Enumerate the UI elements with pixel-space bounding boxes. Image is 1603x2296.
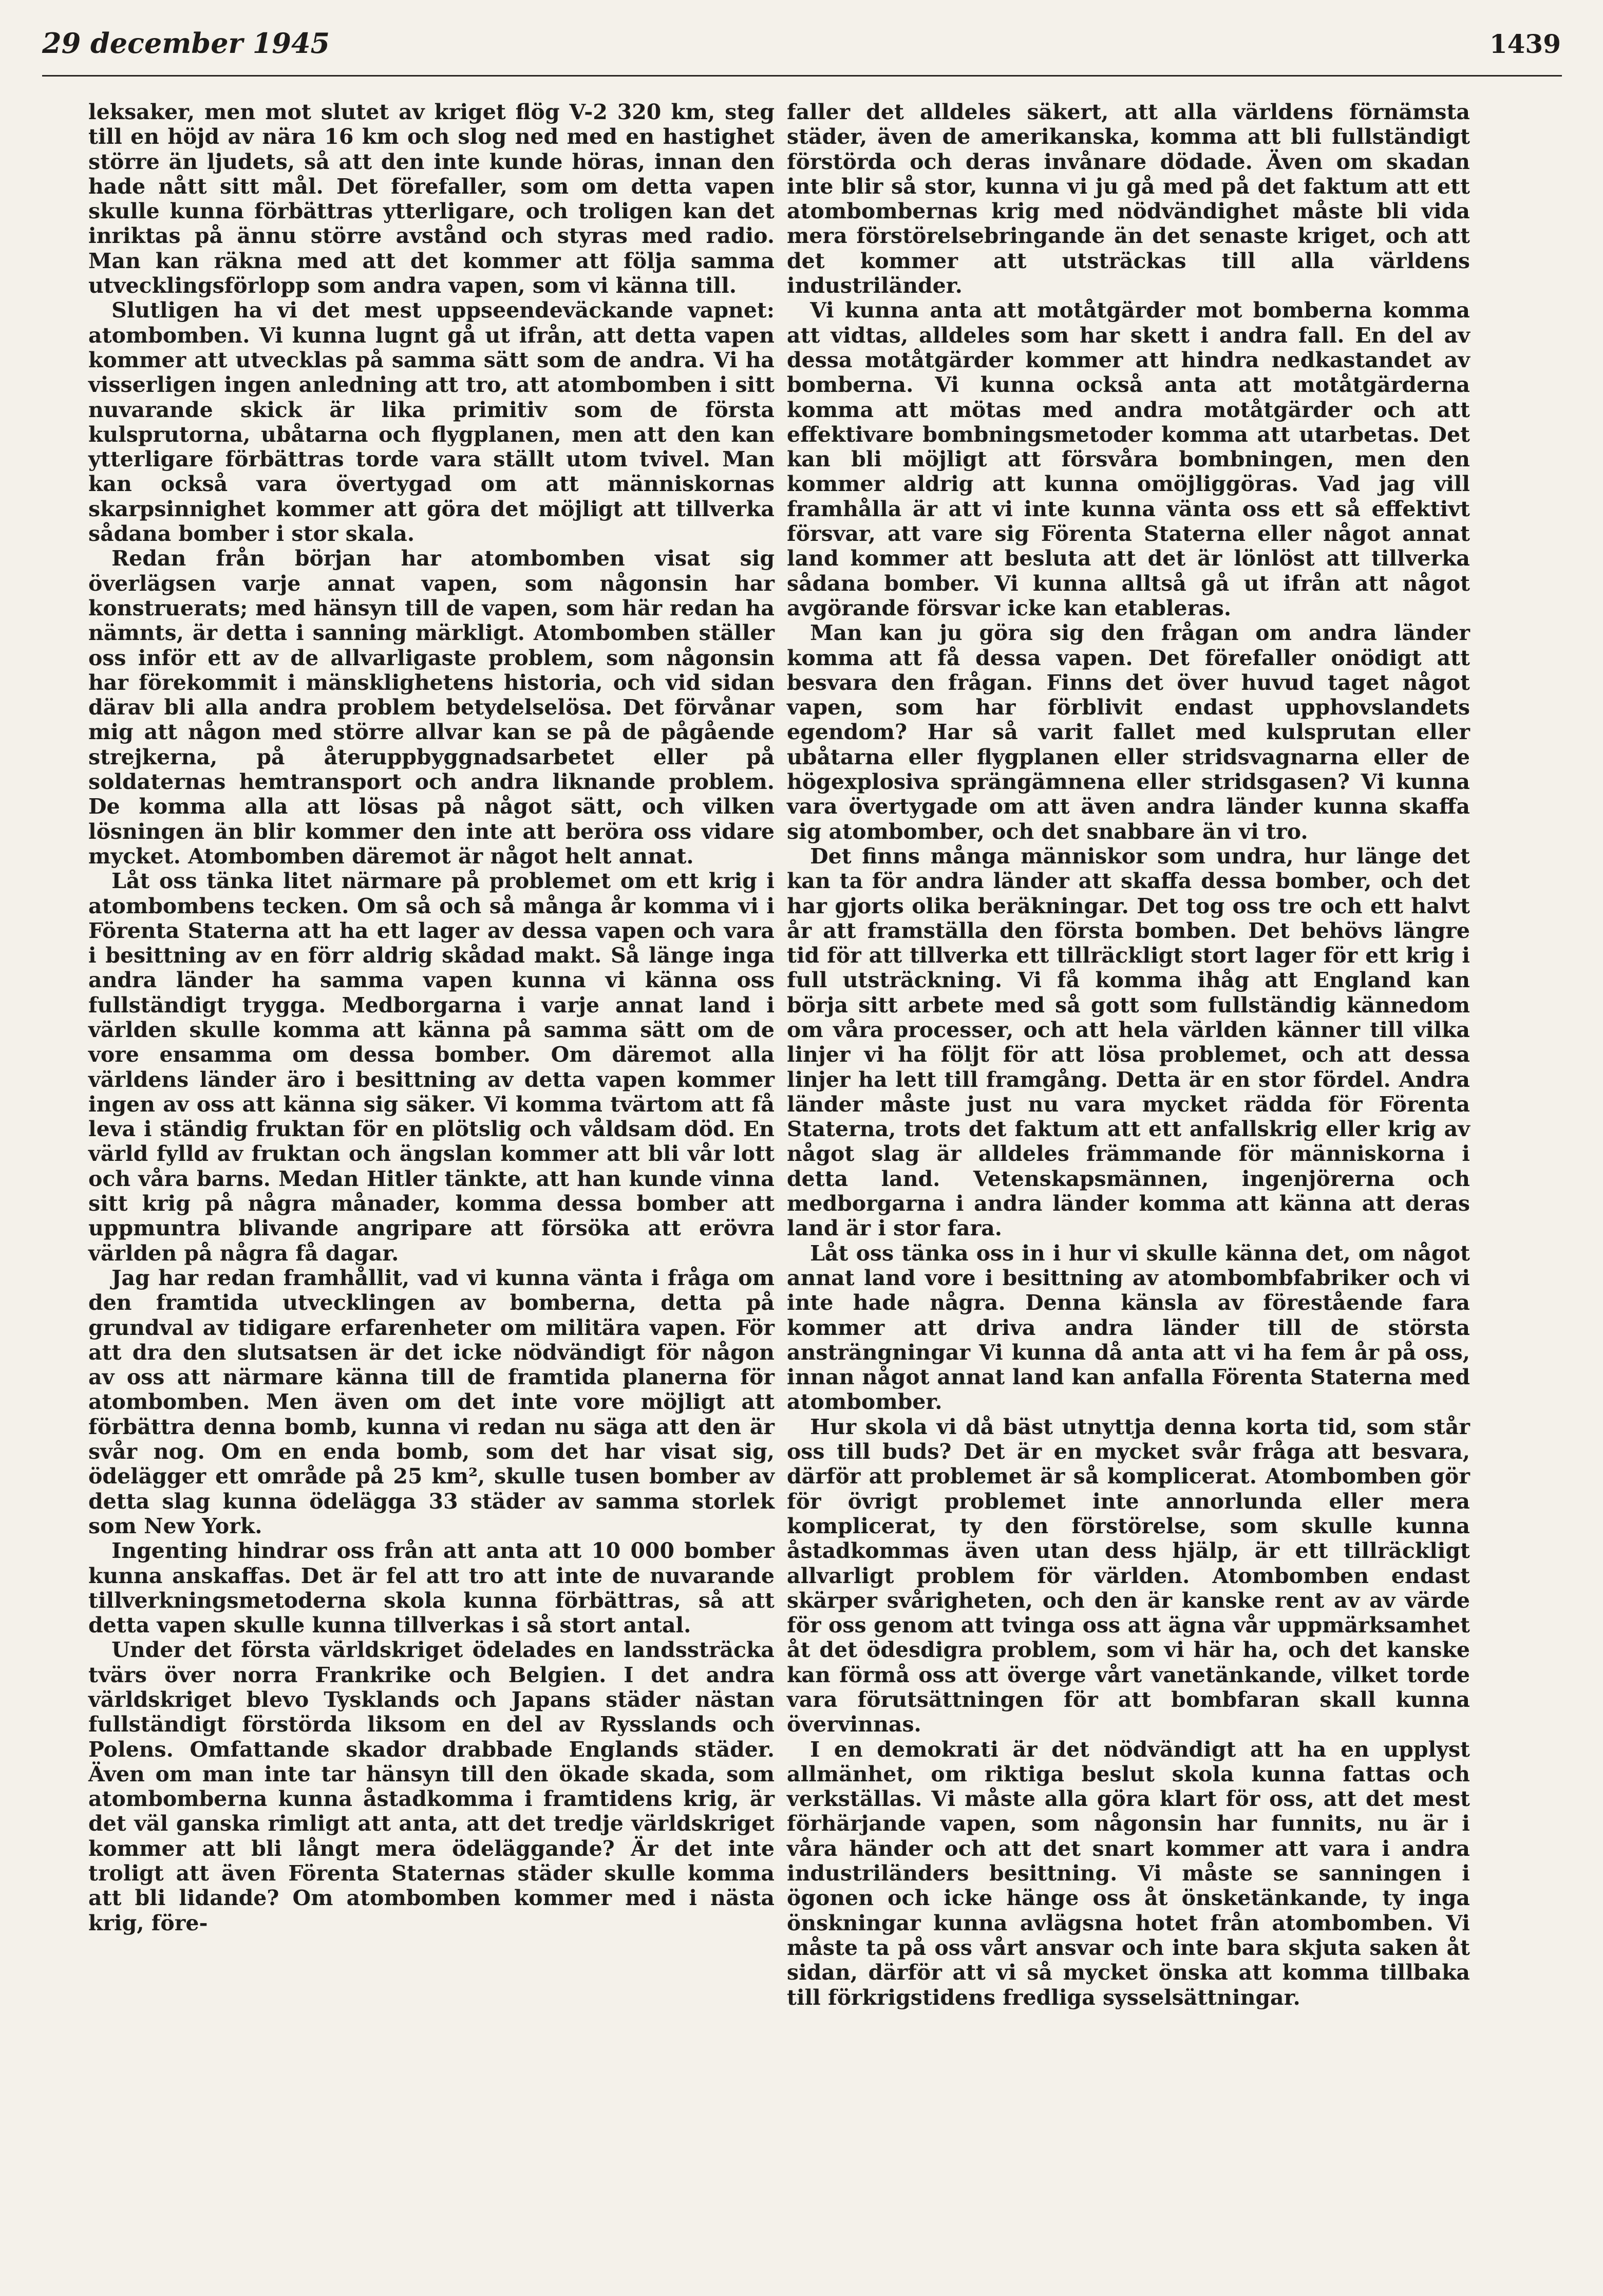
left-column [88,100,775,1935]
right-column [787,100,1470,2010]
header-rule [42,75,1562,77]
paragraph: Ingenting hindrar oss från att anta att 10 000 bomber kunna anskaffas. Det är fel att tro att inte de nuvarande tillverkningsmetoderna skola kunna förbättras, så att detta vapen skulle kunna tillverkas i så stort antal. [88,1538,775,1638]
paragraph: Jag har redan framhållit, vad vi kunna vänta i fråga om den framtida utvecklingen av bomberna, detta på grundval av tidigare erfarenheter om militära vapen. För att dra den slutsatsen är det icke nödvändigt för någon av oss att närmare känna till de framtida planerna för atombomben. Men även om det inte vore möjligt att förbättra denna bomb, kunna vi redan nu säga att den är svår nog. Om en enda bomb, som det har visat sig, ödelägger ett område på 25 km², skulle tusen bomber av detta slag kunna ödelägga 33 städer av samma storlek som New York. [88,1265,775,1538]
paragraph: Låt oss tänka litet närmare på problemet om ett krig i atombombens tecken. Om så och så många år komma vi i Förenta Staterna att ha ett lager av dessa vapen och vara i besittning av en förr aldrig skådad makt. Så länge inga andra länder ha samma vapen kunna vi känna oss fullständigt trygga. Medborgarna i varje annat land i världen skulle komma att känna på samma sätt om de vore ensamma om dessa bomber. Om däremot alla världens länder äro i besittning av detta vapen kommer ingen av oss att känna sig säker. Vi komma tvärtom att få leva i ständig fruktan för en plötslig och våldsam död. En värld fylld av fruktan och ängslan kommer att bli vår lott och våra barns. Medan Hitler tänkte, att han kunde vinna sitt krig på några månader, komma dessa bomber att uppmuntra blivande angripare att försöka att erövra världen på några få dagar. [88,869,775,1266]
paragraph: leksaker, men mot slutet av kriget flög V-2 320 km, steg till en höjd av nära 16 km och slog ned med en hastighet större än ljudets, så att den inte kunde höras, innan den hade nått sitt mål. Det förefaller, som om detta vapen skulle kunna förbättras ytterligare, och troligen kan det inriktas på ännu större avstånd och styras med radio. Man kan räkna med att det kommer att följa samma utvecklingsförlopp som andra vapen, som vi känna till. [88,100,775,298]
paragraph: Hur skola vi då bäst utnyttja denna korta tid, som står oss till buds? Det är en mycket svår fråga att besvara, därför att problemet är så komplicerat. Atombomben gör för övrigt problemet inte annorlunda eller mera komplicerat, ty den förstörelse, som skulle kunna åstadkommas även utan dess hjälp, är ett tillräckligt allvarligt problem för världen. Atombomben endast skärper svårigheten, och den är kanske rent av av värde för oss genom att tvinga oss att ägna vår uppmärksamhet åt det ödesdigra problem, som vi här ha, och det kanske kan förmå oss att överge vårt vanetänkande, vilket torde vara förutsättningen för att bombfaran skall kunna övervinnas. [787,1414,1470,1737]
paragraph: faller det alldeles säkert, att alla världens förnämsta städer, även de amerikanska, komma att bli fullständigt förstörda och deras invånare dödade. Även om skadan inte blir så stor, kunna vi ju gå med på det faktum att ett atombombernas krig med nödvändighet måste bli vida mera förstörelsebringande än det senaste kriget, och att det kommer att utsträckas till alla världens industriländer. [787,100,1470,298]
page-header [0,0,1603,82]
paragraph: Redan från början har atombomben visat sig överlägsen varje annat vapen, som någonsin har konstruerats; med hänsyn till de vapen, som här redan ha nämnts, är detta i sanning märkligt. Atombomben ställer oss inför ett av de allvarligaste problem, som någonsin har förekommit i mänsklighetens historia, och vid sidan därav bli alla andra problem betydelselösa. Det förvånar mig att någon med större allvar kan se på de pågående strejkerna, på återuppbyggnadsarbetet eller på soldaternas hemtransport och andra liknande problem. De komma alla att lösas på något sätt, och vilken lösningen än blir kommer den inte att beröra oss vidare mycket. Atombomben däremot är något helt annat. [88,546,775,869]
paragraph: Vi kunna anta att motåtgärder mot bomberna komma att vidtas, alldeles som har skett i andra fall. En del av dessa motåtgärder kommer att hindra nedkastandet av bomberna. Vi kunna också anta att motåtgärderna komma att mötas med andra motåtgärder och att effektivare bombningsmetoder komma att utarbetas. Det kan bli möjligt att försvåra bombningen, men den kommer aldrig att kunna omöjliggöras. Vad jag vill framhålla är att vi inte kunna vänta oss ett så effektivt försvar, att vare sig Förenta Staterna eller något annat land kommer att besluta att det är lönlöst att tillverka sådana bomber. Vi kunna alltså gå ut ifrån att något avgörande försvar icke kan etableras. [787,298,1470,620]
paragraph: Man kan ju göra sig den frågan om andra länder komma att få dessa vapen. Det förefaller onödigt att besvara den frågan. Finns det över huvud taget något vapen, som har förblivit endast upphovslandets egendom? Har så varit fallet med kulsprutan eller ubåtarna eller flygplanen eller stridsvagnarna eller de högexplosiva sprängämnena eller stridsgasen? Vi kunna vara övertygade om att även andra länder kunna skaffa sig atombomber, och det snabbare än vi tro. [787,620,1470,844]
paragraph: Det finns många människor som undra, hur länge det kan ta för andra länder att skaffa dessa bomber, och det har gjorts olika beräkningar. Det tog oss tre och ett halvt år att framställa den första bomben. Det behövs längre tid för att tillverka ett tillräckligt stort lager för ett krig i full utsträckning. Vi få komma ihåg att England kan börja sitt arbete med så gott som fullständig kännedom om våra processer, och att hela världen känner till vilka linjer vi ha följt för att lösa problemet, och att dessa linjer ha lett till framgång. Detta är en stor fördel. Andra länder måste just nu vara mycket rädda för Förenta Staterna, trots det faktum att ett anfallskrig eller krig av något slag är alldeles främmande för människorna i detta land. Vetenskapsmännen, ingenjörerna och medborgarna i andra länder komma att känna att deras land är i stor fara. [787,843,1470,1241]
issue-date: 29 december 1945 [42,27,330,60]
paragraph: Låt oss tänka oss in i hur vi skulle känna det, om något annat land vore i besittning av atombombfabriker och vi inte hade några. Denna känsla av förestående fara kommer att driva andra länder till de största ansträngningar Vi kunna då anta att vi ha fem år på oss, innan något annat land kan anfalla Förenta Staterna med atombomber. [787,1240,1470,1415]
paragraph: I en demokrati är det nödvändigt att ha en upplyst allmänhet, om riktiga beslut skola kunna fattas och verkställas. Vi måste alla göra klart för oss, att det mest förhärjande vapen, som någonsin har funnits, nu är i våra händer och att det snart kommer att vara i andra industriländers besittning. Vi måste se sanningen i ögonen och icke hänge oss åt önsketänkande, ty inga önskningar kunna avlägsna hotet från atombomben. Vi måste ta på oss vårt ansvar och inte bara skjuta saken åt sidan, därför att vi så mycket önska att komma tillbaka till förkrigstidens fredliga sysselsättningar. [787,1737,1470,2010]
paragraph: Under det första världskriget ödelades en landssträcka tvärs över norra Frankrike och Belgien. I det andra världskriget blevo Tysklands och Japans städer nästan fullständigt förstörda liksom en del av Rysslands och Polens. Omfattande skador drabbade Englands städer. Även om man inte tar hänsyn till den ökade skada, som atombomberna kunna åstadkomma i framtidens krig, är det väl ganska rimligt att anta, att det tredje världskriget kommer att bli långt mera ödeläggande? Är det inte troligt att även Förenta Staternas städer skulle komma att bli lidande? Om atombomben kommer med i nästa krig, före- [88,1638,775,1935]
page-number: 1439 [1489,29,1561,59]
paragraph: Slutligen ha vi det mest uppseendeväckande vapnet: atombomben. Vi kunna lugnt gå ut ifrån, att detta vapen kommer att utvecklas på samma sätt som de andra. Vi ha visserligen ingen anledning att tro, att atombomben i sitt nuvarande skick är lika primitiv som de första kulsprutorna, ubåtarna och flygplanen, men att den kan ytterligare förbättras torde vara ställt utom tvivel. Man kan också vara övertygad om att människornas skarpsinnighet kommer att göra det möjligt att tillverka sådana bomber i stor skala. [88,298,775,547]
